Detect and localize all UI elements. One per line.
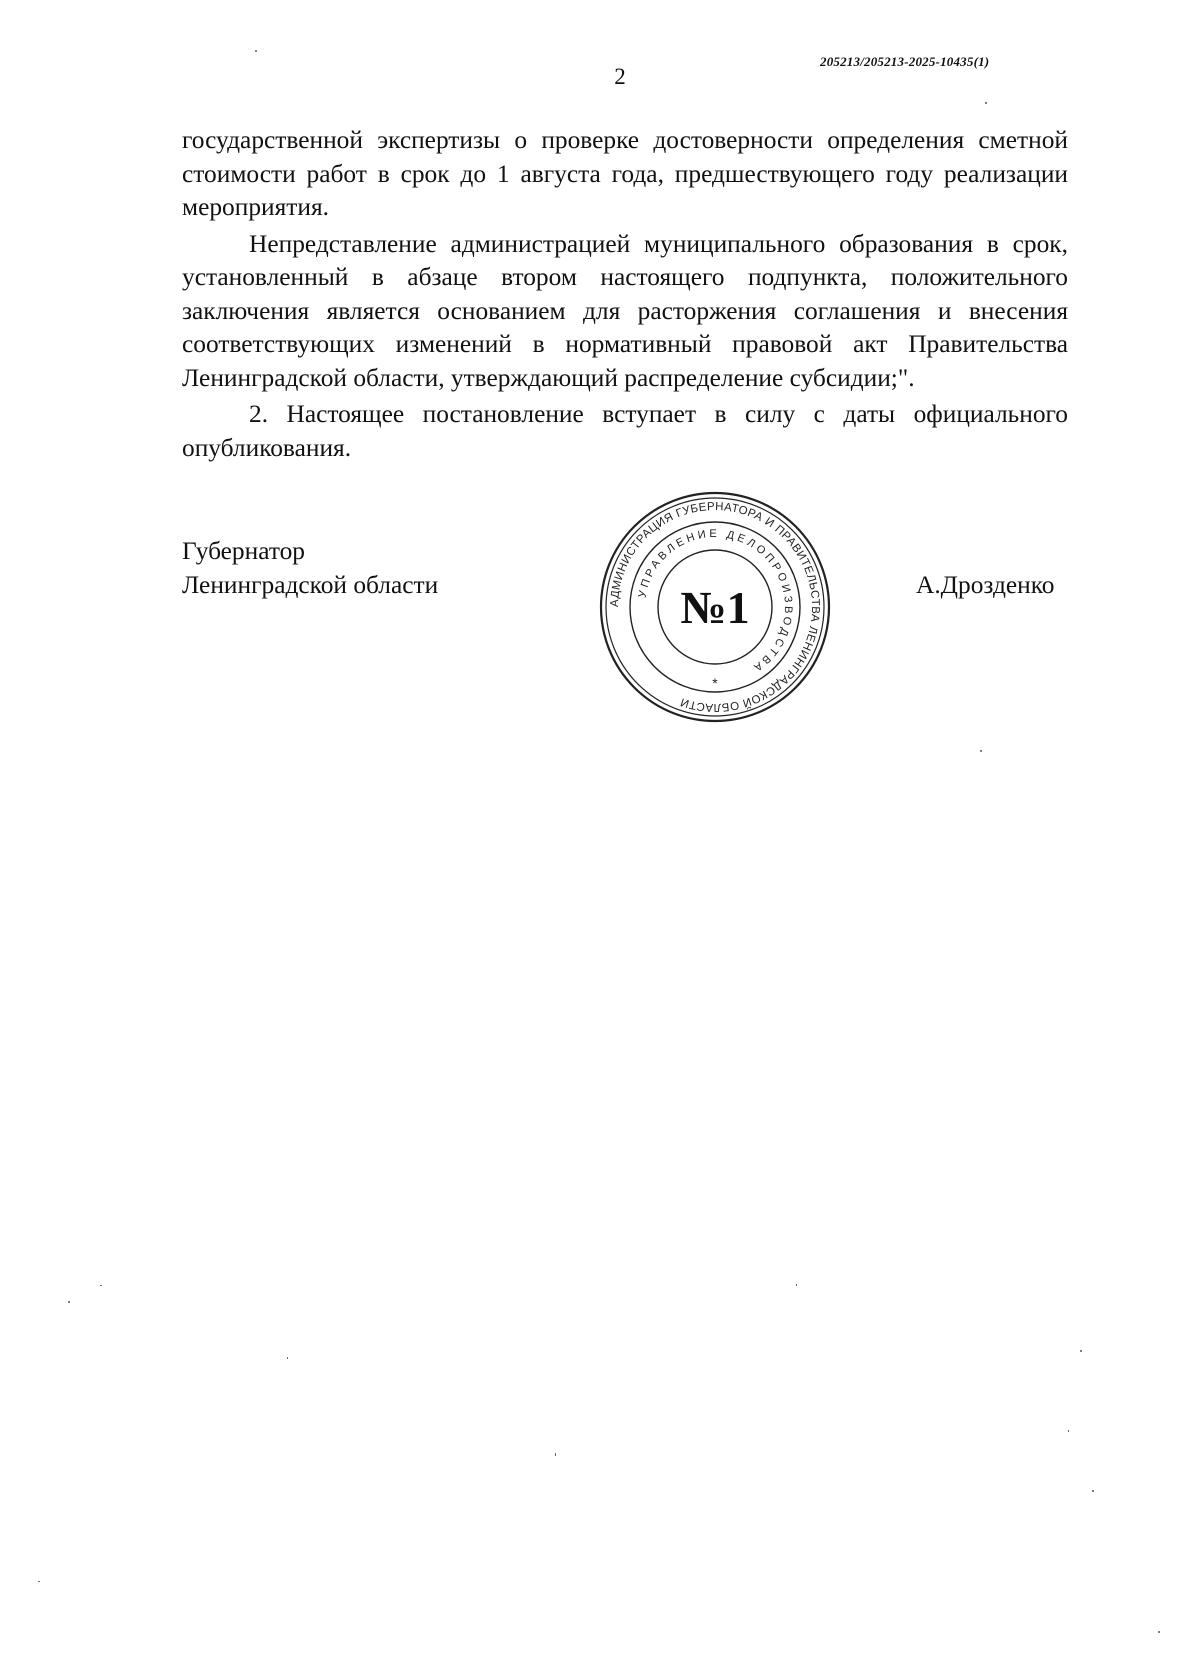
document-body (182, 124, 1068, 465)
scan-speck (985, 102, 987, 104)
paragraph-nonsubmission: Непредставление администрацией муниципального образования в срок, установленный в абзаце втором настоящего подпункта, положительного заключения является основанием для расторжения соглашения и внесения соответствующих изменений в нормативный правовой акт Правительства Ленинградской области, утверждающий распределение субсидии;". (182, 229, 1068, 392)
scan-speck (100, 1285, 102, 1286)
paragraph-effective-date: 2. Настоящее постановление вступает в силу с даты официального опубликования. (182, 400, 1068, 462)
scan-speck (38, 1581, 40, 1582)
scan-speck (1158, 1631, 1160, 1633)
paragraph-continuation: государственной экспертизы о проверке достоверности определения сметной стоимости работ в срок до 1 августа года, предшествующего году реализации мероприятия. (182, 126, 1068, 221)
scan-speck (255, 50, 257, 52)
scan-speck (1092, 1490, 1094, 1492)
scan-speck (68, 1301, 70, 1303)
stamp-outer-text: АДМИНИСТРАЦИЯ ГУБЕРНАТОРА И ПРАВИТЕЛЬСТВА ЛЕНИНГРАДСКОЙ ОБЛАСТИ (608, 500, 822, 714)
scan-speck (555, 1453, 556, 1456)
signatory-title (182, 534, 438, 602)
signatory-title-line2: Ленинградской области (182, 571, 439, 599)
scan-speck (1080, 1350, 1082, 1352)
stamp-star-icon: * (712, 675, 718, 691)
scan-speck (1068, 1430, 1069, 1432)
signatory-title-line1: Губернатор (182, 537, 305, 565)
stamp-inner-text: УПРАВЛЕНИЕ ДЕЛОПРОИЗВОДСТВА (636, 527, 795, 675)
stamp-number: №1 (680, 582, 750, 633)
document-id: 205213/205213-2025-10435(1) (820, 54, 990, 69)
scan-speck (796, 1284, 797, 1286)
official-stamp (598, 490, 832, 724)
page-number: 2 (614, 64, 626, 89)
signatory-name: А.Дрозденко (916, 571, 1055, 599)
scan-speck (980, 750, 982, 752)
scan-speck (287, 1357, 288, 1359)
